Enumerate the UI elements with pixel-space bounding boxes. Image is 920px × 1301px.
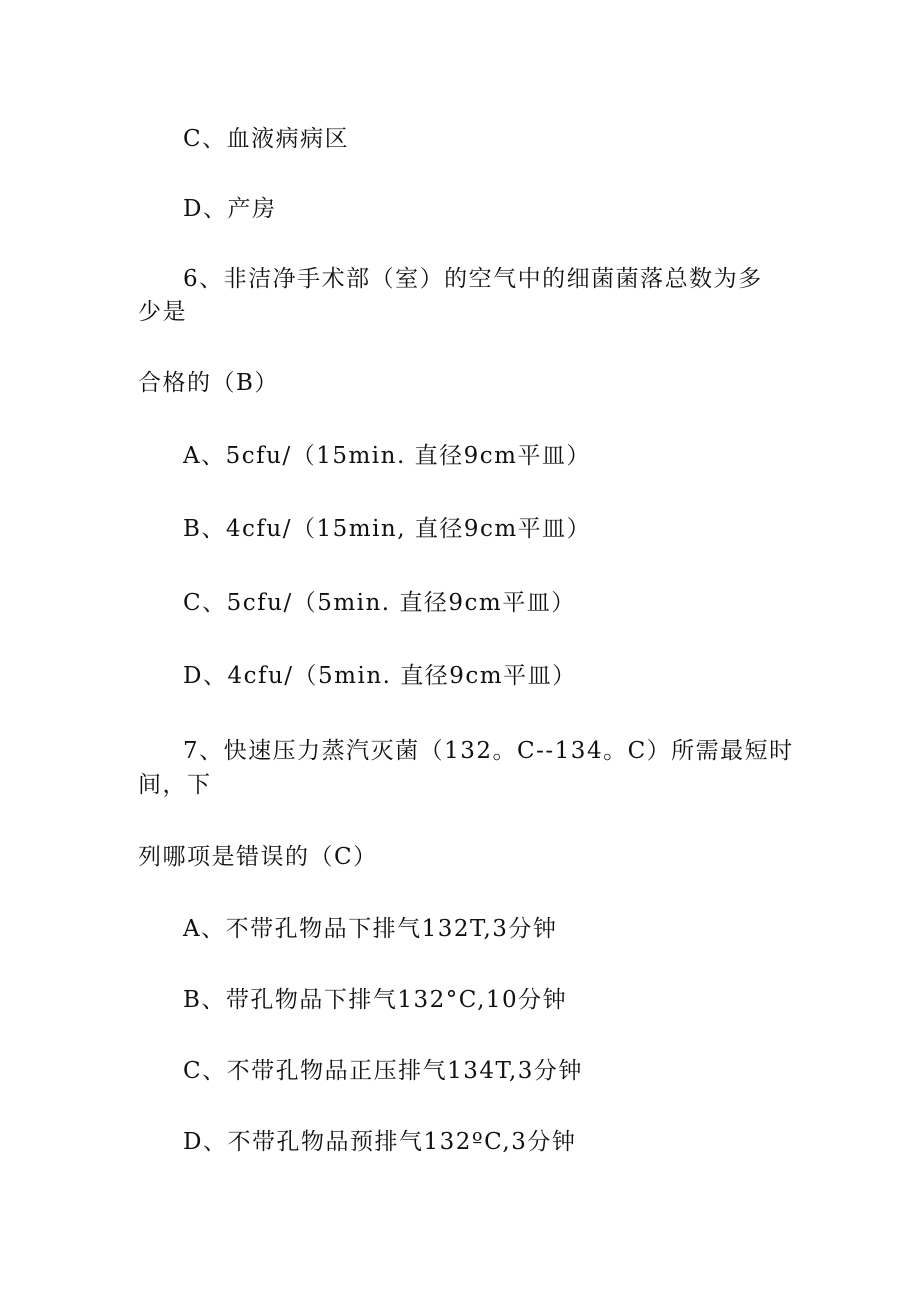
question-6-line-2: 少是 — [138, 299, 187, 325]
q7-option-b: B、带孔物品下排气132°C,10分钟 — [183, 987, 568, 1013]
q7-option-c: C、不带孔物品正压排气134T,3分钟 — [183, 1058, 583, 1084]
option-c-blood-disease-ward: C、血液病病区 — [183, 126, 350, 152]
q6-option-c: C、5cfu/（5min. 直径9cm平皿） — [183, 590, 576, 616]
q6-option-a: A、5cfu/（15min. 直径9cm平皿） — [183, 443, 591, 469]
q6-option-b: B、4cfu/（15min, 直径9cm平皿） — [183, 516, 592, 542]
question-7-line-1: 7、快速压力蒸汽灭菌（132。C--134。C）所需最短时 — [183, 738, 794, 764]
question-7-line-2: 间，下 — [138, 772, 212, 798]
question-7-line-3: 列哪项是错误的（C） — [138, 844, 378, 870]
q6-option-d: D、4cfu/（5min. 直径9cm平皿） — [183, 663, 577, 689]
option-d-delivery-room: D、产房 — [183, 196, 277, 222]
q7-option-d: D、不带孔物品预排气132ºC,3分钟 — [183, 1129, 577, 1155]
question-6-line-1: 6、非洁净手术部（室）的空气中的细菌菌落总数为多 — [183, 266, 763, 292]
q7-option-a: A、不带孔物品下排气132T,3分钟 — [183, 916, 558, 942]
question-6-line-3: 合格的（B） — [138, 370, 279, 396]
